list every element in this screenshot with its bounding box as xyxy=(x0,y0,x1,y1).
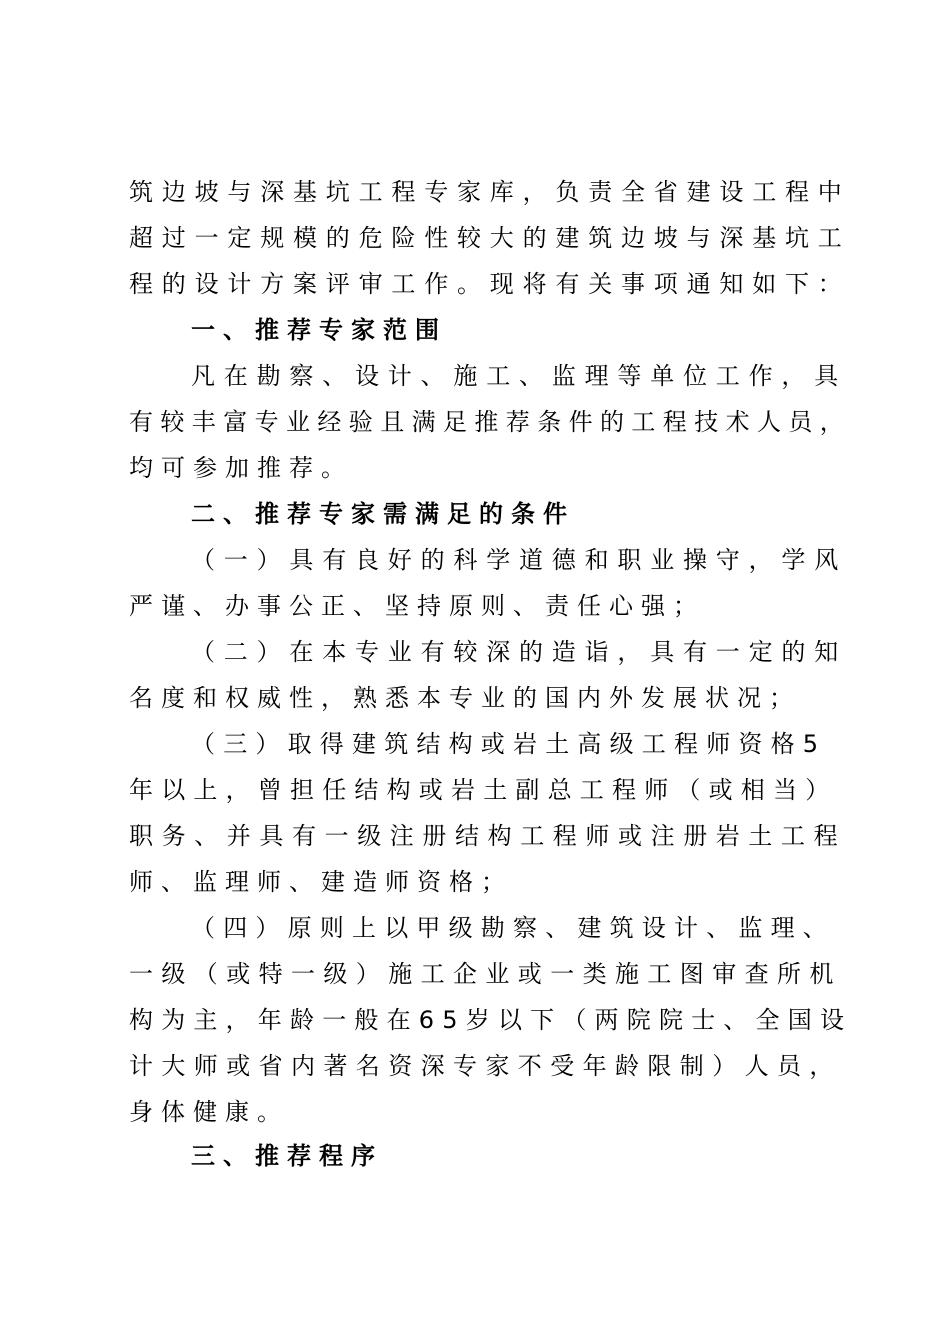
text-line-21: 身体健康。 xyxy=(129,1098,289,1126)
section-heading-2: 二、推荐专家需满足的条件 xyxy=(191,500,575,528)
text-line-15: 职务、并具有一级注册结构工程师或注册岩土工程 xyxy=(129,822,847,850)
text-line-1: 筑边坡与深基坑工程专家库，负责全省建设工程中 xyxy=(129,178,851,206)
text-line-19: 构为主，年龄一般在65岁以下（两院院士、全国设 xyxy=(129,1006,853,1034)
text-line-3: 程的设计方案评审工作。现将有关事项通知如下： xyxy=(129,270,851,298)
text-line-16: 师、监理师、建造师资格； xyxy=(129,868,513,896)
text-line-5: 凡在勘察、设计、施工、监理等单位工作，具 xyxy=(191,362,847,390)
text-line-14: 年以上，曾担任结构或岩土副总工程师（或相当） xyxy=(129,776,838,804)
text-line-18: 一级（或特一级）施工企业或一类施工图审查所机 xyxy=(129,960,842,988)
text-line-17: （四）原则上以甲级勘察、建筑设计、监理、 xyxy=(191,914,835,942)
text-line-20: 计大师或省内著名资深专家不受年龄限制）人员， xyxy=(129,1052,842,1080)
text-line-10: 严谨、办事公正、坚持原则、责任心强； xyxy=(129,592,705,620)
text-line-9: （一）具有良好的科学道德和职业操守，学风 xyxy=(191,546,847,574)
text-line-11: （二）在本专业有较深的造诣，具有一定的知 xyxy=(191,638,847,666)
section-heading-3: 三、推荐程序 xyxy=(191,1142,383,1170)
section-heading-1: 一、推荐专家范围 xyxy=(191,316,447,344)
text-line-2: 超过一定规模的危险性较大的建筑边坡与深基坑工 xyxy=(129,224,851,252)
text-line-13: （三）取得建筑结构或岩土高级工程师资格5 xyxy=(191,730,827,758)
text-line-7: 均可参加推荐。 xyxy=(129,454,353,482)
text-line-12: 名度和权威性，熟悉本专业的国内外发展状况； xyxy=(129,684,801,712)
text-line-6: 有较丰富专业经验且满足推荐条件的工程技术人员， xyxy=(129,408,852,436)
